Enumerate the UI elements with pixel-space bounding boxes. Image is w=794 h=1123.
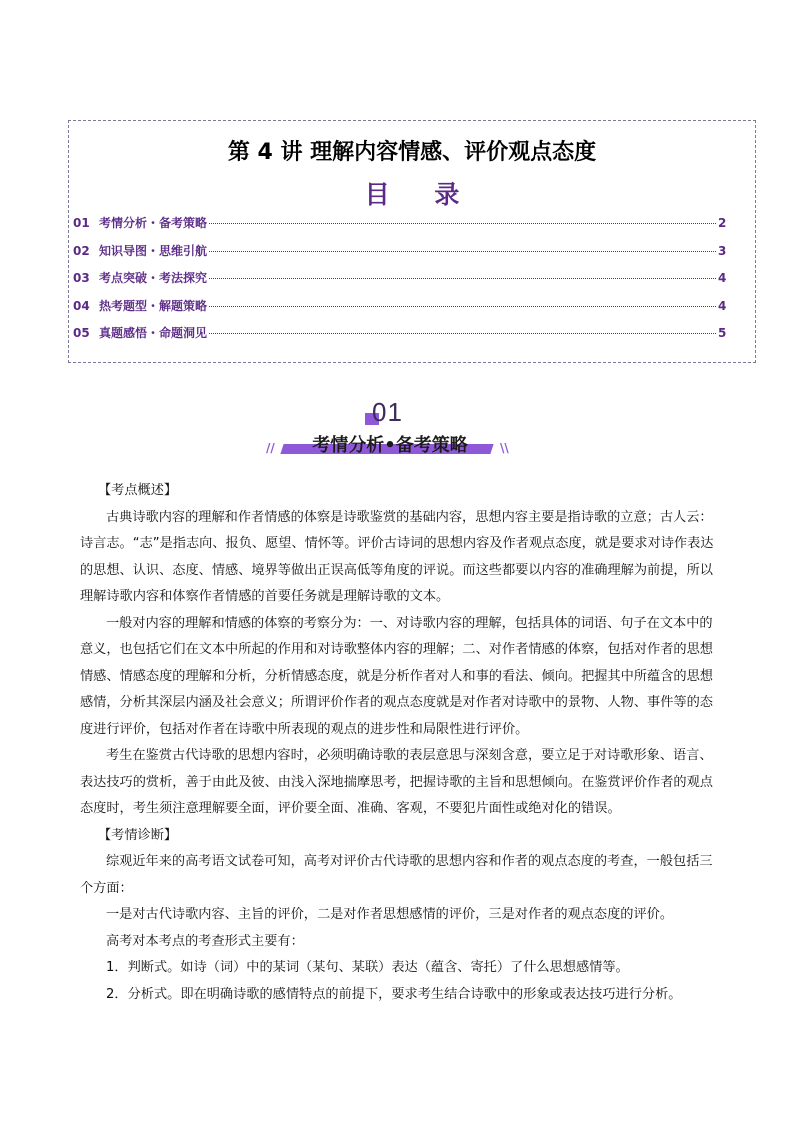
toc-leader-dots <box>209 306 716 307</box>
paragraph: 高考对本考点的考查形式主要有： <box>106 933 304 949</box>
toc-item-number: 02 <box>73 243 90 258</box>
toc-item-number: 04 <box>73 298 90 313</box>
paragraph: 考生在鉴赏古代诗歌的思想内容时，必须明确诗歌的表层意思与深刻含意，要立足于对诗歌形象、语言、表达技巧的赏析，善于由此及彼、由浅入深地揣摩思考，把握诗歌的主旨和思想倾向。在鉴赏评价作者的观点态度时，考生须注意理解要全面，评价要全面、准确、客观，不要犯片面性或绝对化的错误。 <box>80 748 713 816</box>
section-number: 01 <box>372 397 403 427</box>
toc-item-label: 知识导图・思维引航 <box>99 243 208 258</box>
paragraph: 综观近年来的高考语文试卷可知，高考对评价古代诗歌的思想内容和作者的观点态度的考查，一般包括三个方面： <box>80 854 713 896</box>
subheading-diagnosis: 【考情诊断】 <box>98 827 178 843</box>
body-content <box>80 478 720 1008</box>
lesson-title: 第 4 讲 理解内容情感、评价观点态度 <box>227 140 597 165</box>
toc-leader-dots <box>209 278 716 279</box>
decorative-slash-left: // <box>266 441 275 455</box>
toc-item-number: 03 <box>73 271 90 285</box>
toc-item-05[interactable] <box>73 324 727 352</box>
toc-item-04[interactable] <box>73 297 727 325</box>
toc-item-03[interactable] <box>73 269 727 297</box>
toc-leader-dots <box>209 223 716 224</box>
toc-item-label: 真题感悟・命题洞见 <box>99 326 208 340</box>
toc-item-label: 热考题型・解题策略 <box>99 298 208 313</box>
toc-list <box>73 214 727 352</box>
toc-heading: 目 录 <box>364 180 478 209</box>
toc-leader-dots <box>209 333 716 334</box>
decorative-slash-right: \\ <box>500 441 509 455</box>
toc-leader-dots <box>209 251 716 252</box>
toc-item-01[interactable] <box>73 214 727 242</box>
list-item: 1．判断式。如诗（词）中的某词（某句、某联）表达（蕴含、寄托）了什么思想感情等。 <box>106 960 629 975</box>
toc-item-page: 3 <box>718 243 727 258</box>
paragraph: 古典诗歌内容的理解和作者情感的体察是诗歌鉴赏的基础内容，思想内容主要是指诗歌的立意；古人云：诗言志。“志”是指志向、报负、愿望、情怀等。评价古诗词的思想内容及作者观点态度，就是要求对诗作表达的思想、认识、态度、情感、境界等做出正误高低等角度的评说。而这些都要以内容的准确理解为前提，所以理解诗歌内容和体察作者情感的首要任务就是理解诗歌的文本。 <box>80 509 714 604</box>
toc-item-number: 01 <box>73 216 90 230</box>
paragraph: 一是对古代诗歌内容、主旨的评价，二是对作者思想感情的评价，三是对作者的观点态度的评价。 <box>106 907 674 922</box>
toc-item-page: 4 <box>718 271 727 285</box>
toc-item-number: 05 <box>73 326 90 340</box>
toc-item-label: 考点突破・考法探究 <box>99 271 208 285</box>
subheading-overview: 【考点概述】 <box>98 483 178 498</box>
toc-item-label: 考情分析・备考策略 <box>99 216 208 230</box>
section-banner <box>260 395 520 467</box>
toc-item-page: 4 <box>718 298 727 313</box>
toc-item-page: 5 <box>718 326 727 340</box>
toc-item-02[interactable] <box>73 242 727 270</box>
section-title: 考情分析•备考策略 <box>312 435 468 456</box>
list-item: 2．分析式。即在明确诗歌的感情特点的前提下，要求考生结合诗歌中的形象或表达技巧进行分析。 <box>106 986 682 1002</box>
paragraph: 一般对内容的理解和情感的体察的考察分为：一、对诗歌内容的理解，包括具体的词语、句子在文本中的意义，也包括它们在文本中所起的作用和对诗歌整体内容的理解；二、对作者情感的体察，包括对作者的思想情感、情感态度的理解和分析，分析情感态度，就是分析作者对人和事的看法、倾向。把握其中所蕴含的思想感情，分析其深层内涵及社会意义；所谓评价作者的观点态度就是对作者对诗歌中的景物、人物、事件等的态度进行评价，包括对作者在诗歌中所表现的观点的进步性和局限性进行评价。 <box>80 615 713 737</box>
table-of-contents-box <box>68 120 756 363</box>
toc-item-page: 2 <box>718 216 727 230</box>
